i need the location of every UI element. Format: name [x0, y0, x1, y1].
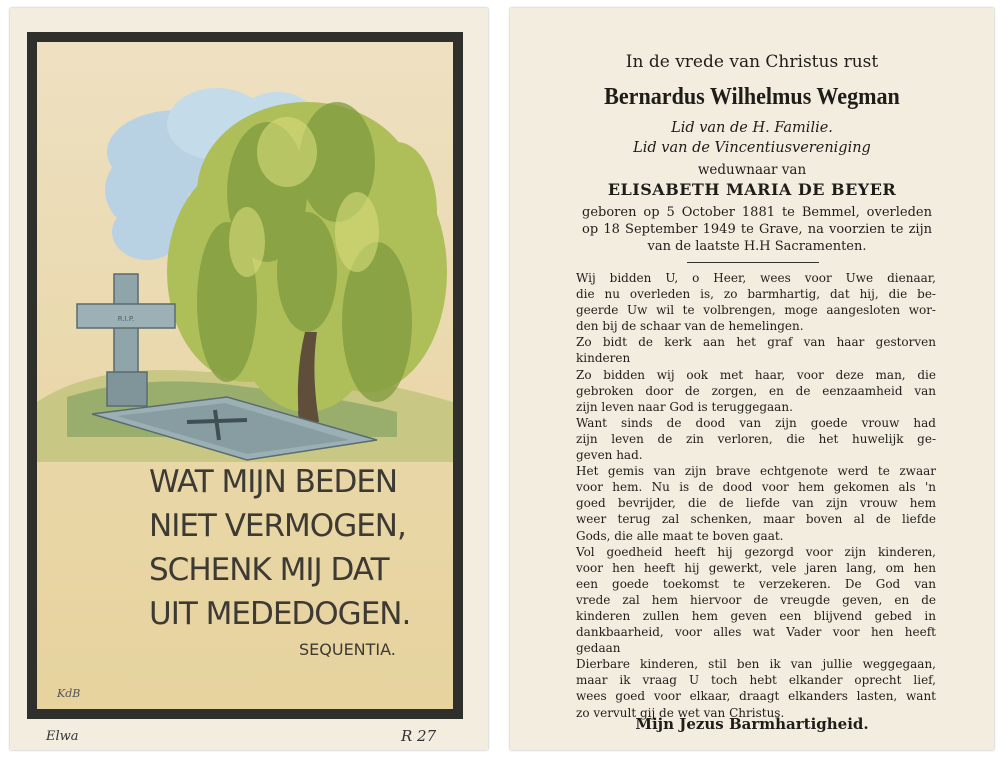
life-detail-line: op 18 September 1949 te Grave, na voorzien te zijn: [582, 222, 932, 237]
prayer-text: [576, 270, 936, 721]
prayer-line: zijn leven de zin verloren, die het huwelijk ge-: [576, 431, 936, 446]
verse-line: SCHENK MIJ DAT: [149, 552, 389, 588]
prayer-line: maar ik vraag U toch hebt elkander oprecht lief,: [576, 673, 936, 688]
memorial-card-front: [10, 8, 488, 750]
prayer-line: zo vervult gij de wet van Christus.: [576, 705, 785, 720]
prayer-line: goed bevrijder, die de liefde van zijn vrouw hem: [576, 496, 936, 511]
verse-line: WAT MIJN BEDEN: [149, 464, 398, 500]
prayer-line: gedaan: [576, 641, 621, 656]
cross-inscription: R.I.P.: [117, 315, 135, 323]
life-detail-line: geboren op 5 October 1881 te Bemmel, overleden: [582, 205, 932, 220]
printer-mark: Elwa: [46, 729, 79, 744]
prayer-line: Vol goedheid heeft hij gezorgd voor zijn kinderen,: [576, 544, 936, 559]
prayer-line: kinderen: [576, 351, 631, 366]
prayer-line: zijn leven naar God is teruggegaan.: [576, 399, 793, 414]
black-mourning-border: [27, 32, 463, 719]
prayer-line: den bij de schaar van de hemelingen.: [576, 319, 804, 334]
prayer-line: dankbaarheid, voor alles wat Vader voor hen heeft: [576, 625, 936, 640]
prayer-line: Want sinds de dood van zijn goede vrouw had: [576, 415, 936, 430]
prayer-line: wees goed voor elkaar, draagt elkanders lasten, want: [576, 689, 936, 704]
prayer-line: Dierbare kinderen, stil ben ik van jullie weggegaan,: [576, 657, 936, 672]
artist-monogram: KdB: [57, 687, 81, 700]
prayer-line: voor hem. Nu is de dood voor hem gekomen als 'n: [576, 480, 936, 495]
prayer-line: gebroken door de zorgen, en de eenzaamheid van: [576, 383, 936, 398]
series-number: R 27: [401, 727, 437, 745]
membership-line: Lid van de Vincentiusvereniging: [633, 140, 871, 156]
widower-of-line: weduwnaar van: [697, 162, 807, 178]
membership-line: Lid van de H. Familie.: [671, 120, 833, 136]
prayer-line: kinderen zullen hem geven een blijvend gebed in: [576, 608, 936, 623]
life-detail-line: van de laatste H.H Sacramenten.: [647, 239, 867, 254]
closing-invocation: Mijn Jezus Barmhartigheid.: [635, 715, 869, 733]
prayer-line: weer terug zal schenken, maar boven al de liefde: [576, 512, 936, 527]
divider-rule: [687, 262, 819, 263]
prayer-line: geerde Uw wil te volbrengen, moge aangesloten wor-: [576, 303, 936, 318]
prayer-line: Wij bidden U, o Heer, wees voor Uwe dienaar,: [576, 271, 936, 285]
illustration-panel: [37, 42, 453, 709]
prayer-line: een goede toekomst te verzekeren. De God van: [576, 576, 936, 591]
deceased-name: Bernardus Wilhelmus Wegman: [604, 84, 900, 110]
verse-text: [149, 460, 449, 636]
prayer-line: Zo bidden wij ook met haar, voor deze man, die: [576, 367, 936, 382]
prayer-line: voor hen heeft hij gewerkt, vele jaren lang, om hen: [576, 560, 936, 575]
verse-line: UIT MEDEDOGEN.: [149, 596, 411, 632]
prayer-line: Gods, die alle maat te boven gaat.: [576, 528, 784, 543]
prayer-line: Het gemis van zijn brave echtgenote werd te zwaar: [576, 464, 936, 479]
prayer-line: die nu overleden is, zo barmhartig, dat hij, die be-: [576, 287, 936, 302]
life-details: [582, 204, 932, 255]
memorial-card-back: [510, 8, 994, 750]
prayer-line: vrede zal hem hiervoor de vreugde geven, en de: [576, 592, 936, 607]
verse-line: NIET VERMOGEN,: [149, 508, 406, 544]
prayer-line: Zo bidt de kerk aan het graf van haar gestorven: [576, 335, 936, 350]
header-line: In de vrede van Christus rust: [625, 52, 879, 72]
verse-source: SEQUENTIA.: [299, 640, 396, 659]
spouse-name: ELISABETH MARIA DE BEYER: [607, 180, 897, 199]
prayer-line: geven had.: [576, 448, 643, 463]
